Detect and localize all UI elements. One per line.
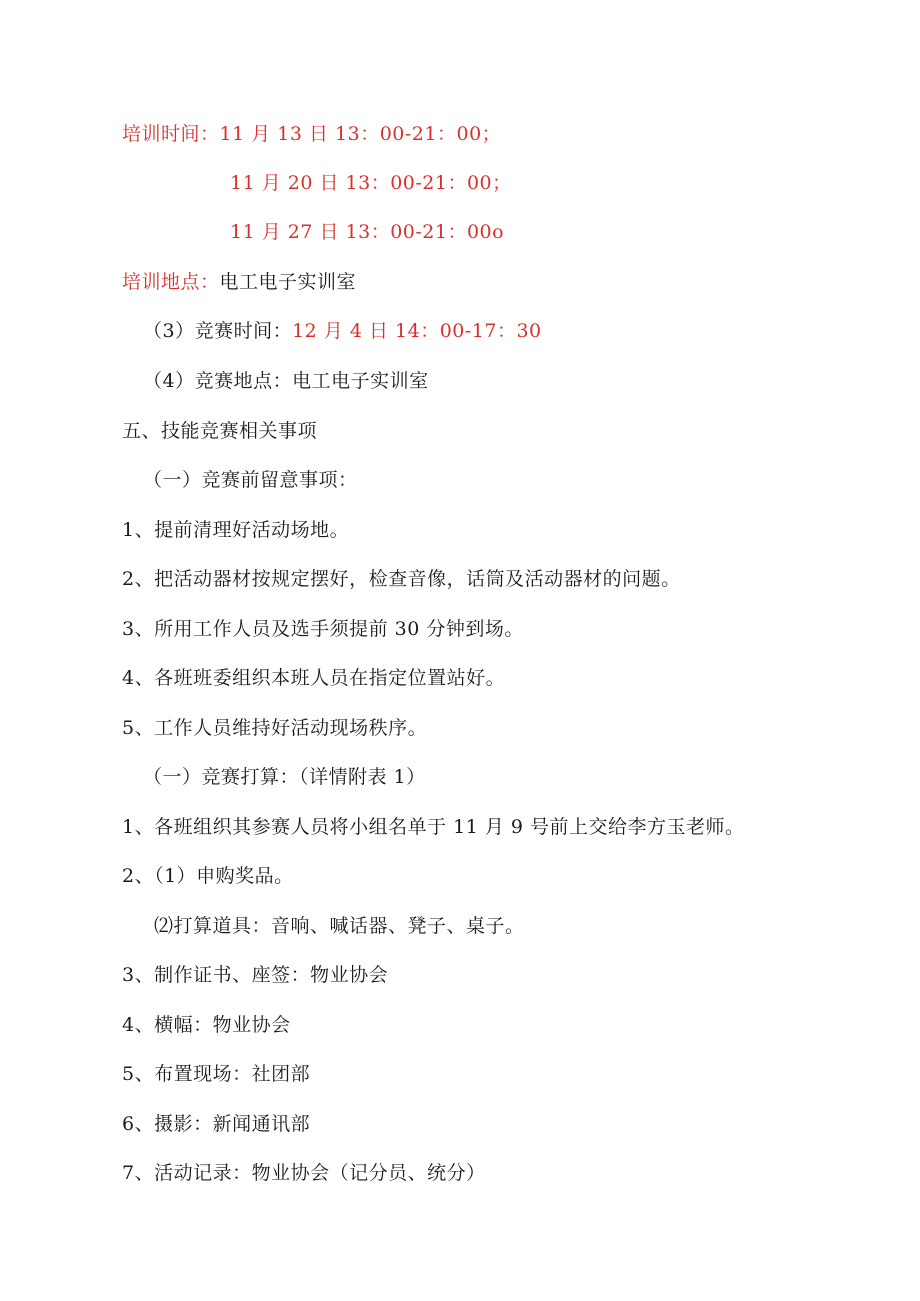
subsection-heading-preparation: （一）竞赛打算：（详情附表 1） bbox=[143, 766, 426, 788]
competition-time-value: 12 月 4 日 14：00-17：30 bbox=[292, 320, 542, 342]
training-place-label: 培训地点： bbox=[122, 271, 220, 293]
training-time-label: 培训时间： bbox=[122, 123, 220, 145]
list-item: 5、工作人员维持好活动现场秩序。 bbox=[122, 717, 428, 739]
list-item: 1、各班组织其参赛人员将小组名单于 11 月 9 号前上交给李方玉老师。 bbox=[122, 816, 745, 838]
competition-time-line bbox=[143, 319, 542, 343]
section-heading: 五、技能竞赛相关事项 bbox=[122, 420, 318, 442]
training-place-value: 电工电子实训室 bbox=[219, 271, 357, 293]
training-time-line bbox=[122, 122, 501, 146]
list-item: 2、把活动器材按规定摆好，检查音像，话筒及活动器材的问题。 bbox=[122, 568, 681, 590]
list-item: 3、制作证书、座签：物业协会 bbox=[122, 964, 389, 986]
training-place-line bbox=[122, 270, 356, 294]
list-item: 7、活动记录：物业协会（记分员、统分） bbox=[122, 1162, 486, 1184]
list-item: 4、横幅：物业协会 bbox=[122, 1014, 291, 1036]
list-item: 1、提前清理好活动场地。 bbox=[122, 519, 350, 541]
list-item: 2、（1）申购奖品。 bbox=[122, 865, 294, 887]
list-item: ⑵打算道具：音响、喊话器、凳子、桌子。 bbox=[154, 915, 525, 937]
competition-place: （4）竞赛地点：电工电子实训室 bbox=[143, 370, 429, 392]
subsection-heading-precautions: （一）竞赛前留意事项： bbox=[143, 469, 358, 491]
training-time-1: 11 月 13 日 13：00-21：00； bbox=[219, 123, 502, 145]
training-time-3: 11 月 27 日 13：00-21：00o bbox=[230, 221, 505, 243]
list-item: 3、所用工作人员及选手须提前 30 分钟到场。 bbox=[122, 618, 524, 640]
list-item: 4、各班班委组织本班人员在指定位置站好。 bbox=[122, 667, 506, 689]
training-time-2: 11 月 20 日 13：00-21：00； bbox=[230, 172, 512, 194]
list-item: 5、布置现场：社团部 bbox=[122, 1063, 311, 1085]
list-item: 6、摄影：新闻通讯部 bbox=[122, 1113, 311, 1135]
competition-time-label: （3）竞赛时间： bbox=[143, 320, 293, 342]
